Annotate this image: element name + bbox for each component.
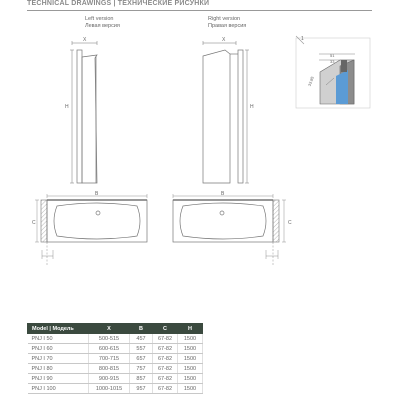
cell-h: 1500 bbox=[178, 374, 203, 384]
cell-x: 700-715 bbox=[89, 354, 130, 364]
right-x-label: X bbox=[222, 37, 226, 43]
table-row bbox=[28, 354, 203, 364]
spec-table-header bbox=[28, 324, 203, 334]
cell-h: 1500 bbox=[178, 384, 203, 394]
spec-table bbox=[27, 323, 203, 394]
left-version-caption-en: Left version bbox=[85, 16, 114, 22]
right-wall-profile bbox=[238, 50, 243, 183]
table-row bbox=[28, 344, 203, 354]
cell-x: 900-915 bbox=[89, 374, 130, 384]
detail-number: 1 bbox=[301, 36, 304, 42]
cell-h: 1500 bbox=[178, 334, 203, 344]
left-wall-profile bbox=[77, 50, 82, 183]
left-plan-view bbox=[35, 194, 147, 266]
cell-model: PNJ I 90 bbox=[28, 374, 89, 384]
cell-x: 1000-1015 bbox=[89, 384, 130, 394]
right-glass-panel bbox=[203, 50, 230, 183]
cell-h: 1500 bbox=[178, 364, 203, 374]
cell-h: 1500 bbox=[178, 354, 203, 364]
table-row bbox=[28, 384, 203, 394]
cell-x: 500-515 bbox=[89, 334, 130, 344]
header-x: X bbox=[89, 324, 130, 334]
cell-c: 67-82 bbox=[153, 344, 178, 354]
left-version-caption-ru: Левая версия bbox=[85, 22, 120, 29]
right-version-caption-ru: Правая версия bbox=[208, 22, 247, 29]
profile-depth-label: 33.85 bbox=[306, 75, 315, 87]
cell-b: 857 bbox=[130, 374, 153, 384]
right-h-label: H bbox=[250, 104, 254, 110]
header-c: C bbox=[153, 324, 178, 334]
cell-x: 600-615 bbox=[89, 344, 130, 354]
cell-model: PNJ I 70 bbox=[28, 354, 89, 364]
table-row bbox=[28, 374, 203, 384]
left-plan-c-label: C bbox=[32, 220, 36, 226]
cell-model: PNJ I 100 bbox=[28, 384, 89, 394]
header-model: Model | Модель bbox=[28, 324, 89, 334]
cell-b: 757 bbox=[130, 364, 153, 374]
cell-model: PNJ I 50 bbox=[28, 334, 89, 344]
left-plan-b-label: B bbox=[95, 191, 99, 197]
right-plan-view bbox=[173, 194, 286, 266]
table-row bbox=[28, 364, 203, 374]
profile-width-51: 51 bbox=[330, 53, 335, 58]
cell-c: 67-82 bbox=[153, 384, 178, 394]
left-glass-panel bbox=[82, 55, 97, 183]
profile-width-33: 33 bbox=[330, 59, 335, 64]
table-row bbox=[28, 334, 203, 344]
page-title: TECHNICAL DRAWINGS | ТЕХНИЧЕСКИЕ РИСУНКИ bbox=[27, 0, 210, 7]
left-x-label: X bbox=[83, 37, 87, 43]
cell-b: 557 bbox=[130, 344, 153, 354]
cell-x: 800-815 bbox=[89, 364, 130, 374]
right-version-caption-en: Right version bbox=[208, 16, 241, 22]
cell-b: 657 bbox=[130, 354, 153, 364]
right-plan-b-label: B bbox=[221, 191, 225, 197]
cell-c: 67-82 bbox=[153, 364, 178, 374]
right-elevation bbox=[203, 41, 249, 183]
cell-c: 67-82 bbox=[153, 334, 178, 344]
profile-detail bbox=[296, 36, 370, 108]
header-b: B bbox=[130, 324, 153, 334]
cell-c: 67-82 bbox=[153, 354, 178, 364]
cell-h: 1500 bbox=[178, 344, 203, 354]
header-h: H bbox=[178, 324, 203, 334]
cell-b: 957 bbox=[130, 384, 153, 394]
left-elevation bbox=[70, 41, 97, 183]
left-h-label: H bbox=[65, 104, 69, 110]
cell-b: 457 bbox=[130, 334, 153, 344]
cell-c: 67-82 bbox=[153, 374, 178, 384]
right-plan-c-label: C bbox=[288, 220, 292, 226]
cell-model: PNJ I 60 bbox=[28, 344, 89, 354]
cell-model: PNJ I 80 bbox=[28, 364, 89, 374]
